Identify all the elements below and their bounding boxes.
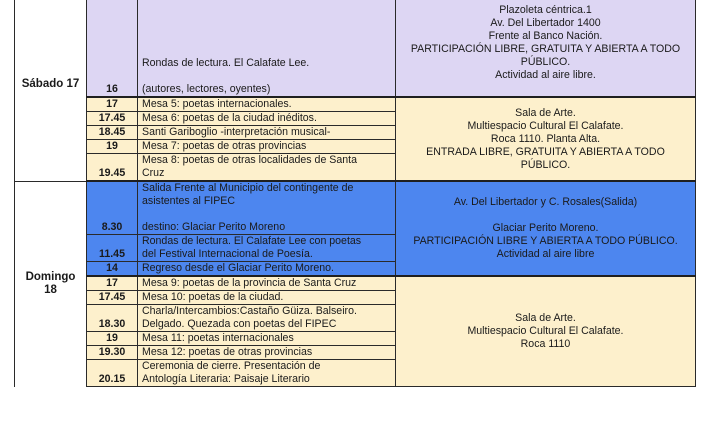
time-cell: 11.45 [87, 235, 138, 262]
activity-text [142, 208, 391, 221]
activity-text: asistentes al FIPEC [142, 195, 236, 207]
activity-cell [138, 235, 396, 262]
time-cell: 17 [87, 97, 138, 112]
venue-cell [396, 97, 696, 181]
activity-text: Ceremonia de cierre. Presentación de [142, 360, 321, 372]
time-cell: 14 [87, 262, 138, 277]
time-cell: 19 [87, 140, 138, 154]
venue-text: Actividad al aire libre. [495, 69, 596, 81]
activity-text: Salida Frente al Municipio del contingente de [142, 182, 354, 194]
venue-text: Av. Del Libertador 1400 [490, 17, 601, 29]
venue-text: PÚBLICO. [520, 158, 571, 171]
activity-cell [138, 0, 396, 97]
venue-text: Sala de Arte. [515, 312, 576, 324]
time-cell: 19.30 [87, 346, 138, 360]
activity-cell [138, 112, 396, 126]
venue-text: Frente al Banco Nación. [488, 30, 603, 42]
time-cell: 17 [87, 276, 138, 291]
schedule-row [15, 181, 696, 235]
time-cell: 20.15 [87, 360, 138, 387]
activity-cell [138, 154, 396, 182]
activity-text: del Festival Internacional de Poesía. [142, 248, 313, 260]
activity-cell [138, 140, 396, 154]
activity-cell [138, 346, 396, 360]
activity-cell [138, 181, 396, 235]
schedule-row [15, 0, 696, 97]
activity-text: Regreso desde el Glaciar Perito Moreno. [142, 262, 334, 274]
venue-text: ENTRADA LIBRE, GRATUITA Y ABIERTA A TODO [426, 145, 665, 158]
activity-text: (autores, lectores, oyentes) [142, 83, 271, 95]
venue-cell [396, 0, 696, 97]
activity-text: Charla/Intercambios:Castaño Güiza. Balseiro. [142, 305, 357, 317]
activity-text: Cruz [142, 167, 165, 179]
activity-text: Antología Literaria: Paisaje Literario [142, 373, 310, 385]
activity-text: Mesa 5: poetas internacionales. [142, 98, 292, 110]
activity-text: Mesa 11: poetas internacionales [142, 332, 294, 344]
time-cell: 17.45 [87, 112, 138, 126]
schedule-row [15, 97, 696, 112]
venue-text: Plazoleta céntrica.1 [499, 4, 592, 16]
activity-text: destino: Glaciar Perito Moreno [142, 221, 286, 233]
activity-cell [138, 332, 396, 346]
schedule-table [14, 0, 696, 387]
activity-cell [138, 262, 396, 277]
activity-text: Mesa 9: poetas de la provincia de Santa Cruz [142, 277, 357, 289]
time-cell: 8.30 [87, 181, 138, 235]
activity-cell [138, 97, 396, 112]
time-cell: 17.45 [87, 291, 138, 305]
venue-text: Actividad al aire libre [496, 248, 595, 260]
activity-text: Mesa 7: poetas de otras provincias [142, 140, 307, 152]
activity-text: Mesa 10: poetas de la ciudad. [142, 291, 284, 303]
venue-text: Sala de Arte. [515, 106, 576, 119]
venue-cell [396, 181, 696, 276]
venue-text: PARTICIPACIÓN LIBRE Y ABIERTA A TODO PÚBLICO. [413, 235, 678, 247]
venue-text: PÚBLICO. [520, 56, 571, 68]
activity-text: Mesa 8: poetas de otras localidades de Santa [142, 154, 357, 166]
activity-text: Delgado. Quezada con poetas del FIPEC [142, 318, 337, 330]
time-cell: 16 [87, 0, 138, 97]
venue-text [402, 209, 689, 222]
venue-text: Roca 1110. Planta Alta. [490, 132, 601, 145]
time-cell: 18.30 [87, 305, 138, 332]
schedule-body [15, 0, 696, 387]
time-cell: 19.45 [87, 154, 138, 182]
activity-text [142, 70, 391, 83]
activity-text: Mesa 6: poetas de la ciudad inéditos. [142, 112, 317, 124]
venue-text: Roca 1110 [520, 338, 571, 350]
venue-text: Multiespacio Cultural El Calafate. [467, 119, 624, 132]
activity-text: Mesa 12: poetas de otras provincias [142, 346, 313, 358]
activity-text: Rondas de lectura. El Calafate Lee con poetas [142, 235, 362, 247]
activity-cell [138, 291, 396, 305]
activity-text: Rondas de lectura. El Calafate Lee. [142, 57, 310, 69]
activity-cell [138, 360, 396, 387]
time-cell: 18.45 [87, 126, 138, 140]
day-label: Sábado 17 [15, 0, 87, 181]
activity-cell [138, 276, 396, 291]
time-cell: 19 [87, 332, 138, 346]
venue-cell [396, 276, 696, 387]
schedule-row [15, 276, 696, 291]
activity-cell [138, 305, 396, 332]
venue-text: Multiespacio Cultural El Calafate. [467, 325, 624, 337]
venue-text: PARTICIPACIÓN LIBRE, GRATUITA Y ABIERTA A TODO [410, 43, 681, 55]
day-label: Domingo 18 [15, 181, 87, 387]
venue-text: Av. Del Libertador y C. Rosales(Salida) [453, 196, 638, 208]
schedule-table-container [14, 0, 695, 387]
activity-text: Santi Gariboglio -interpretación musical- [142, 126, 331, 138]
activity-cell [138, 126, 396, 140]
venue-text: Glaciar Perito Moreno. [492, 222, 599, 234]
